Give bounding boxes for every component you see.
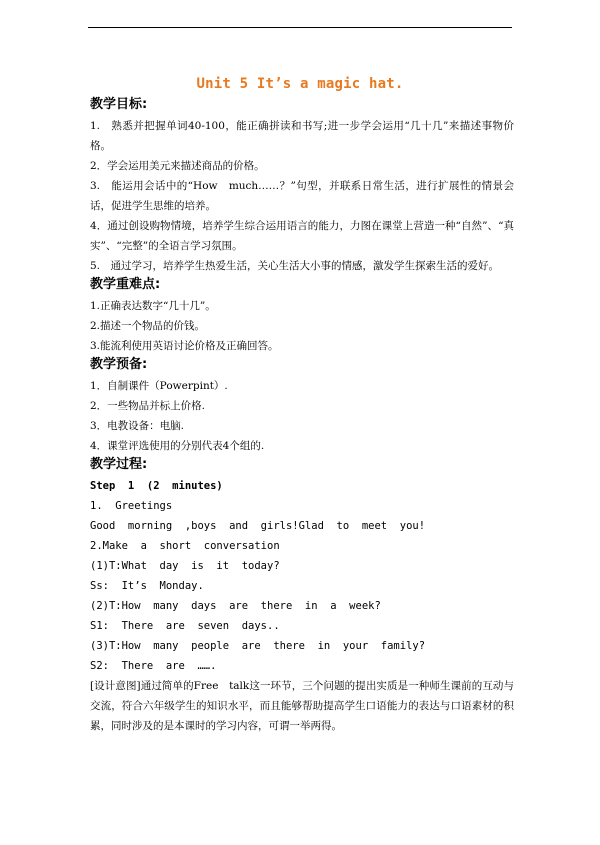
preparation-item: 2．一些物品并标上价格. [90,400,206,412]
document-title: Unit 5 It’s a magic hat. [196,76,404,92]
objective-item: 2．学会运用美元来描述商品的价格。 [90,160,265,172]
step-heading: Step 1 (2 minutes) [90,480,223,492]
preparation-heading: 教学预备: [90,357,148,372]
preparation-item: 1．自制课件（Powerpint）. [90,380,228,392]
objectives-heading: 教学目标: [90,97,148,112]
objective-item: 3. 能运用会话中的“How much……？”句型，并联系日常生活，进行扩展性的情景会话，促进学生思维的培养。 [90,180,514,212]
key-points-heading: 教学重难点: [90,277,161,292]
key-point-item: 3.能流利使用英语讨论价格及正确回答。 [90,340,279,352]
process-line: Ss: It’s Monday. [90,580,204,592]
process-line: (3)T:How many people are there in your family? [90,640,426,652]
process-line: (2)T:How many days are there in a week? [90,600,381,612]
header-rule [88,27,512,28]
process-line: S2: There are ……. [90,660,217,672]
process-line: S1: There are seven days.. [90,620,280,632]
process-line: Good morning ,boys and girls!Glad to meet you! [90,520,426,532]
document-body [90,96,514,736]
objective-item: 1. 熟悉并把握单词40-100，能正确拼读和书写;进一步学会运用“几十几”来描述事物价格。 [90,120,514,152]
key-point-item: 1.正确表达数字“几十几”。 [90,300,216,312]
design-note: [设计意图]通过简单的Free talk这一环节，三个问题的提出实质是一种师生课前的互动与交流，符合六年级学生的知识水平，而且能够帮助提高学生口语能力的表达与口语素材的积累，同时涉及的是本课时的学习内容，可谓一举两得。 [90,680,514,732]
process-line: 1. Greetings [90,500,173,512]
objective-item: 4．通过创设购物情境，培养学生综合运用语言的能力，力图在课堂上营造一种“自然”、“真实”、“完整”的全语言学习氛围。 [90,220,514,252]
preparation-item: 4．课堂评选使用的分别代表4个组的. [90,440,265,452]
key-point-item: 2.描述一个物品的价钱。 [90,320,206,332]
objective-item: 5. 通过学习，培养学生热爱生活，关心生活大小事的情感，激发学生探索生活的爱好。 [90,260,500,272]
process-line: (1)T:What day is it today? [90,560,280,572]
process-heading: 教学过程: [90,457,148,472]
process-line: 2.Make a short conversation [90,540,280,552]
preparation-item: 3．电教设备：电脑. [90,420,185,432]
